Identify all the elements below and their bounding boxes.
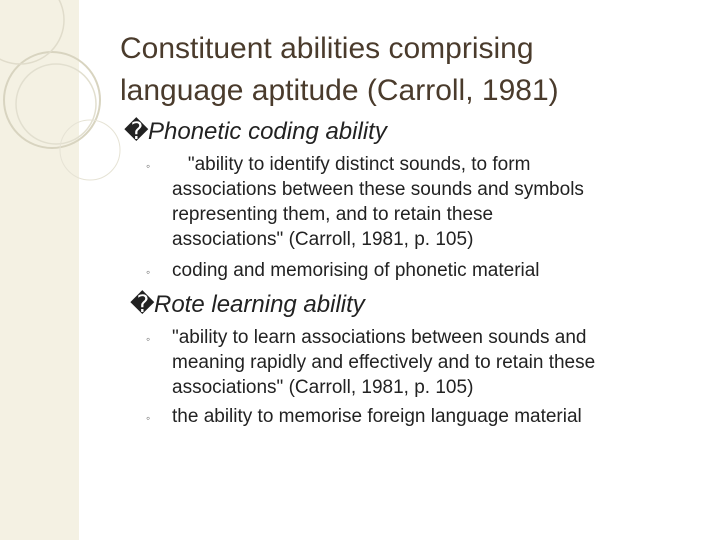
hollow-bullet-icon: ◦ — [146, 332, 151, 346]
section-heading-text: Rote learning ability — [154, 291, 365, 318]
bullet-line: "ability to learn associations between sounds and — [172, 327, 587, 348]
list-item — [146, 152, 686, 252]
bullet-line: associations between these sounds and symbols — [172, 179, 584, 200]
list-item — [146, 325, 696, 400]
title-line: language aptitude (Carroll, 1981) — [120, 74, 559, 107]
bullet-marker-icon: � — [124, 118, 149, 145]
bullet-line: "ability to identify distinct sounds, to form — [172, 154, 531, 175]
bullet-line: associations" (Carroll, 1981, p. 105) — [172, 377, 474, 398]
list-item — [146, 404, 696, 429]
section-heading-phonetic-coding — [124, 118, 387, 146]
bullet-line: associations" (Carroll, 1981, p. 105) — [172, 229, 474, 250]
title-line: Constituent abilities comprising — [120, 32, 534, 65]
bullet-line: meaning rapidly and effectively and to retain these — [172, 352, 596, 373]
decorative-circles-graphic — [0, 0, 130, 200]
hollow-bullet-icon: ◦ — [146, 411, 151, 425]
list-item — [146, 258, 686, 283]
hollow-bullet-icon: ◦ — [146, 265, 151, 279]
bullet-marker-icon: � — [130, 291, 155, 318]
bullet-line: the ability to memorise foreign language material — [172, 406, 582, 427]
hollow-bullet-icon: ◦ — [146, 159, 151, 173]
slide-title — [120, 28, 700, 112]
bullet-line: coding and memorising of phonetic material — [172, 260, 540, 281]
bullet-line: representing them, and to retain these — [172, 204, 494, 225]
section-heading-text: Phonetic coding ability — [148, 118, 387, 145]
section-heading-rote-learning — [130, 291, 365, 319]
